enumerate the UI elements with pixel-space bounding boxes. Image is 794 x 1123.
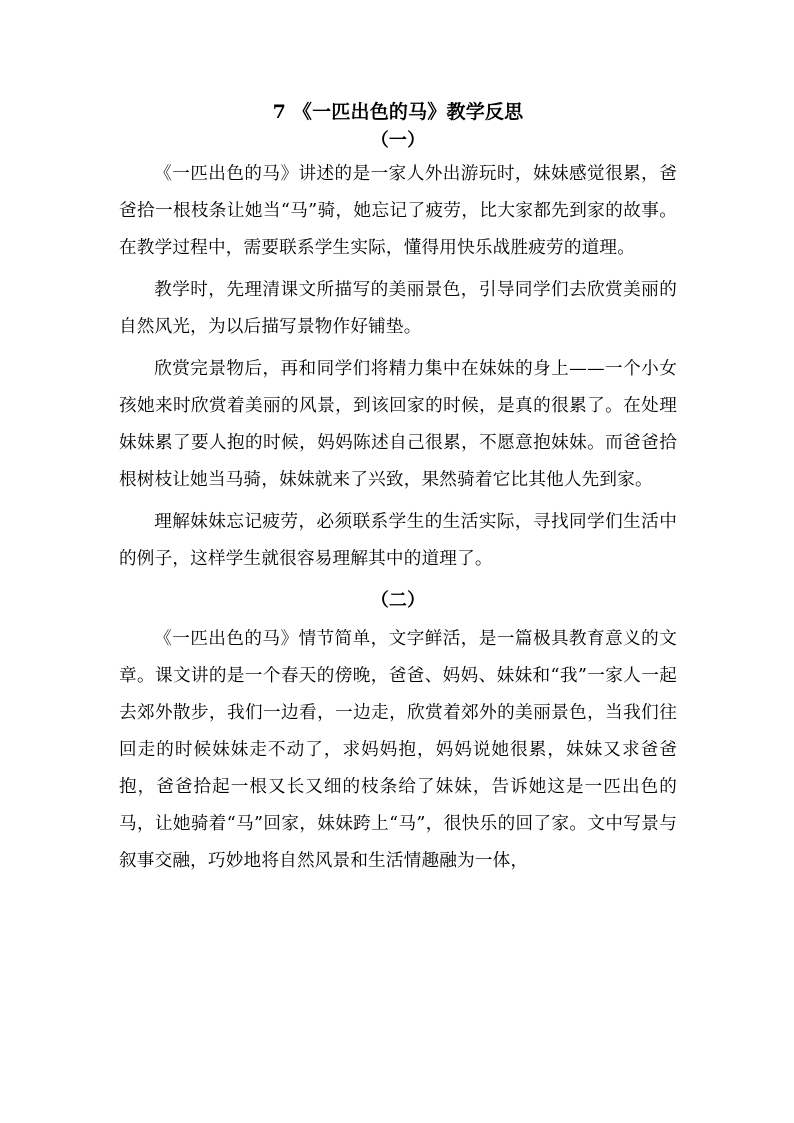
- section-1-paragraph-1: 《一匹出色的马》讲述的是一家人外出游玩时，妹妹感觉很累，爸爸拾一根枝条让她当“马”骑，她忘记了疲劳，比大家都先到家的故事。在教学过程中，需要联系学生实际，懂得用快乐战胜疲劳的道理。: [119, 164, 677, 258]
- section-2-heading: （二）: [370, 590, 426, 611]
- document-body: [119, 92, 677, 885]
- section-1-paragraph-3: 欣赏完景物后，再和同学们将精力集中在妹妹的身上——一个小女孩她来时欣赏着美丽的风景，到该回家的时候，是真的很累了。在处理妹妹累了要人抱的时候，妈妈陈述自己很累，不愿意抱妹妹。而爸爸拾根树枝让她当马骑，妹妹就来了兴致，果然骑着它比其他人先到家。: [119, 359, 677, 490]
- section-1-heading: （一）: [370, 130, 426, 151]
- section-1-paragraph-4: 理解妹妹忘记疲劳，必须联系学生的生活实际，寻找同学们生活中的例子，这样学生就很容易理解其中的道理了。: [119, 512, 677, 569]
- document-title: 7 《一匹出色的马》教学反思: [272, 101, 524, 123]
- section-2-paragraph-1: 《一匹出色的马》情节简单，文字鲜活，是一篇极具教育意义的文章。课文讲的是一个春天的傍晚，爸爸、妈妈、妹妹和“我”一家人一起去郊外散步，我们一边看，一边走，欣赏着郊外的美丽景色，当我们往回走的时候妹妹走不动了，求妈妈抱，妈妈说她很累，妹妹又求爸爸抱，爸爸拾起一根又长又细的枝条给了妹妹，告诉她这是一匹出色的马，让她骑着“马”回家，妹妹跨上“马”，很快乐的回了家。文中写景与叙事交融，巧妙地将自然风景和生活情趣融为一体，: [119, 629, 677, 871]
- section-1-paragraph-2: 教学时，先理清课文所描写的美丽景色，引导同学们去欣赏美丽的自然风光，为以后描写景物作好铺垫。: [119, 280, 677, 337]
